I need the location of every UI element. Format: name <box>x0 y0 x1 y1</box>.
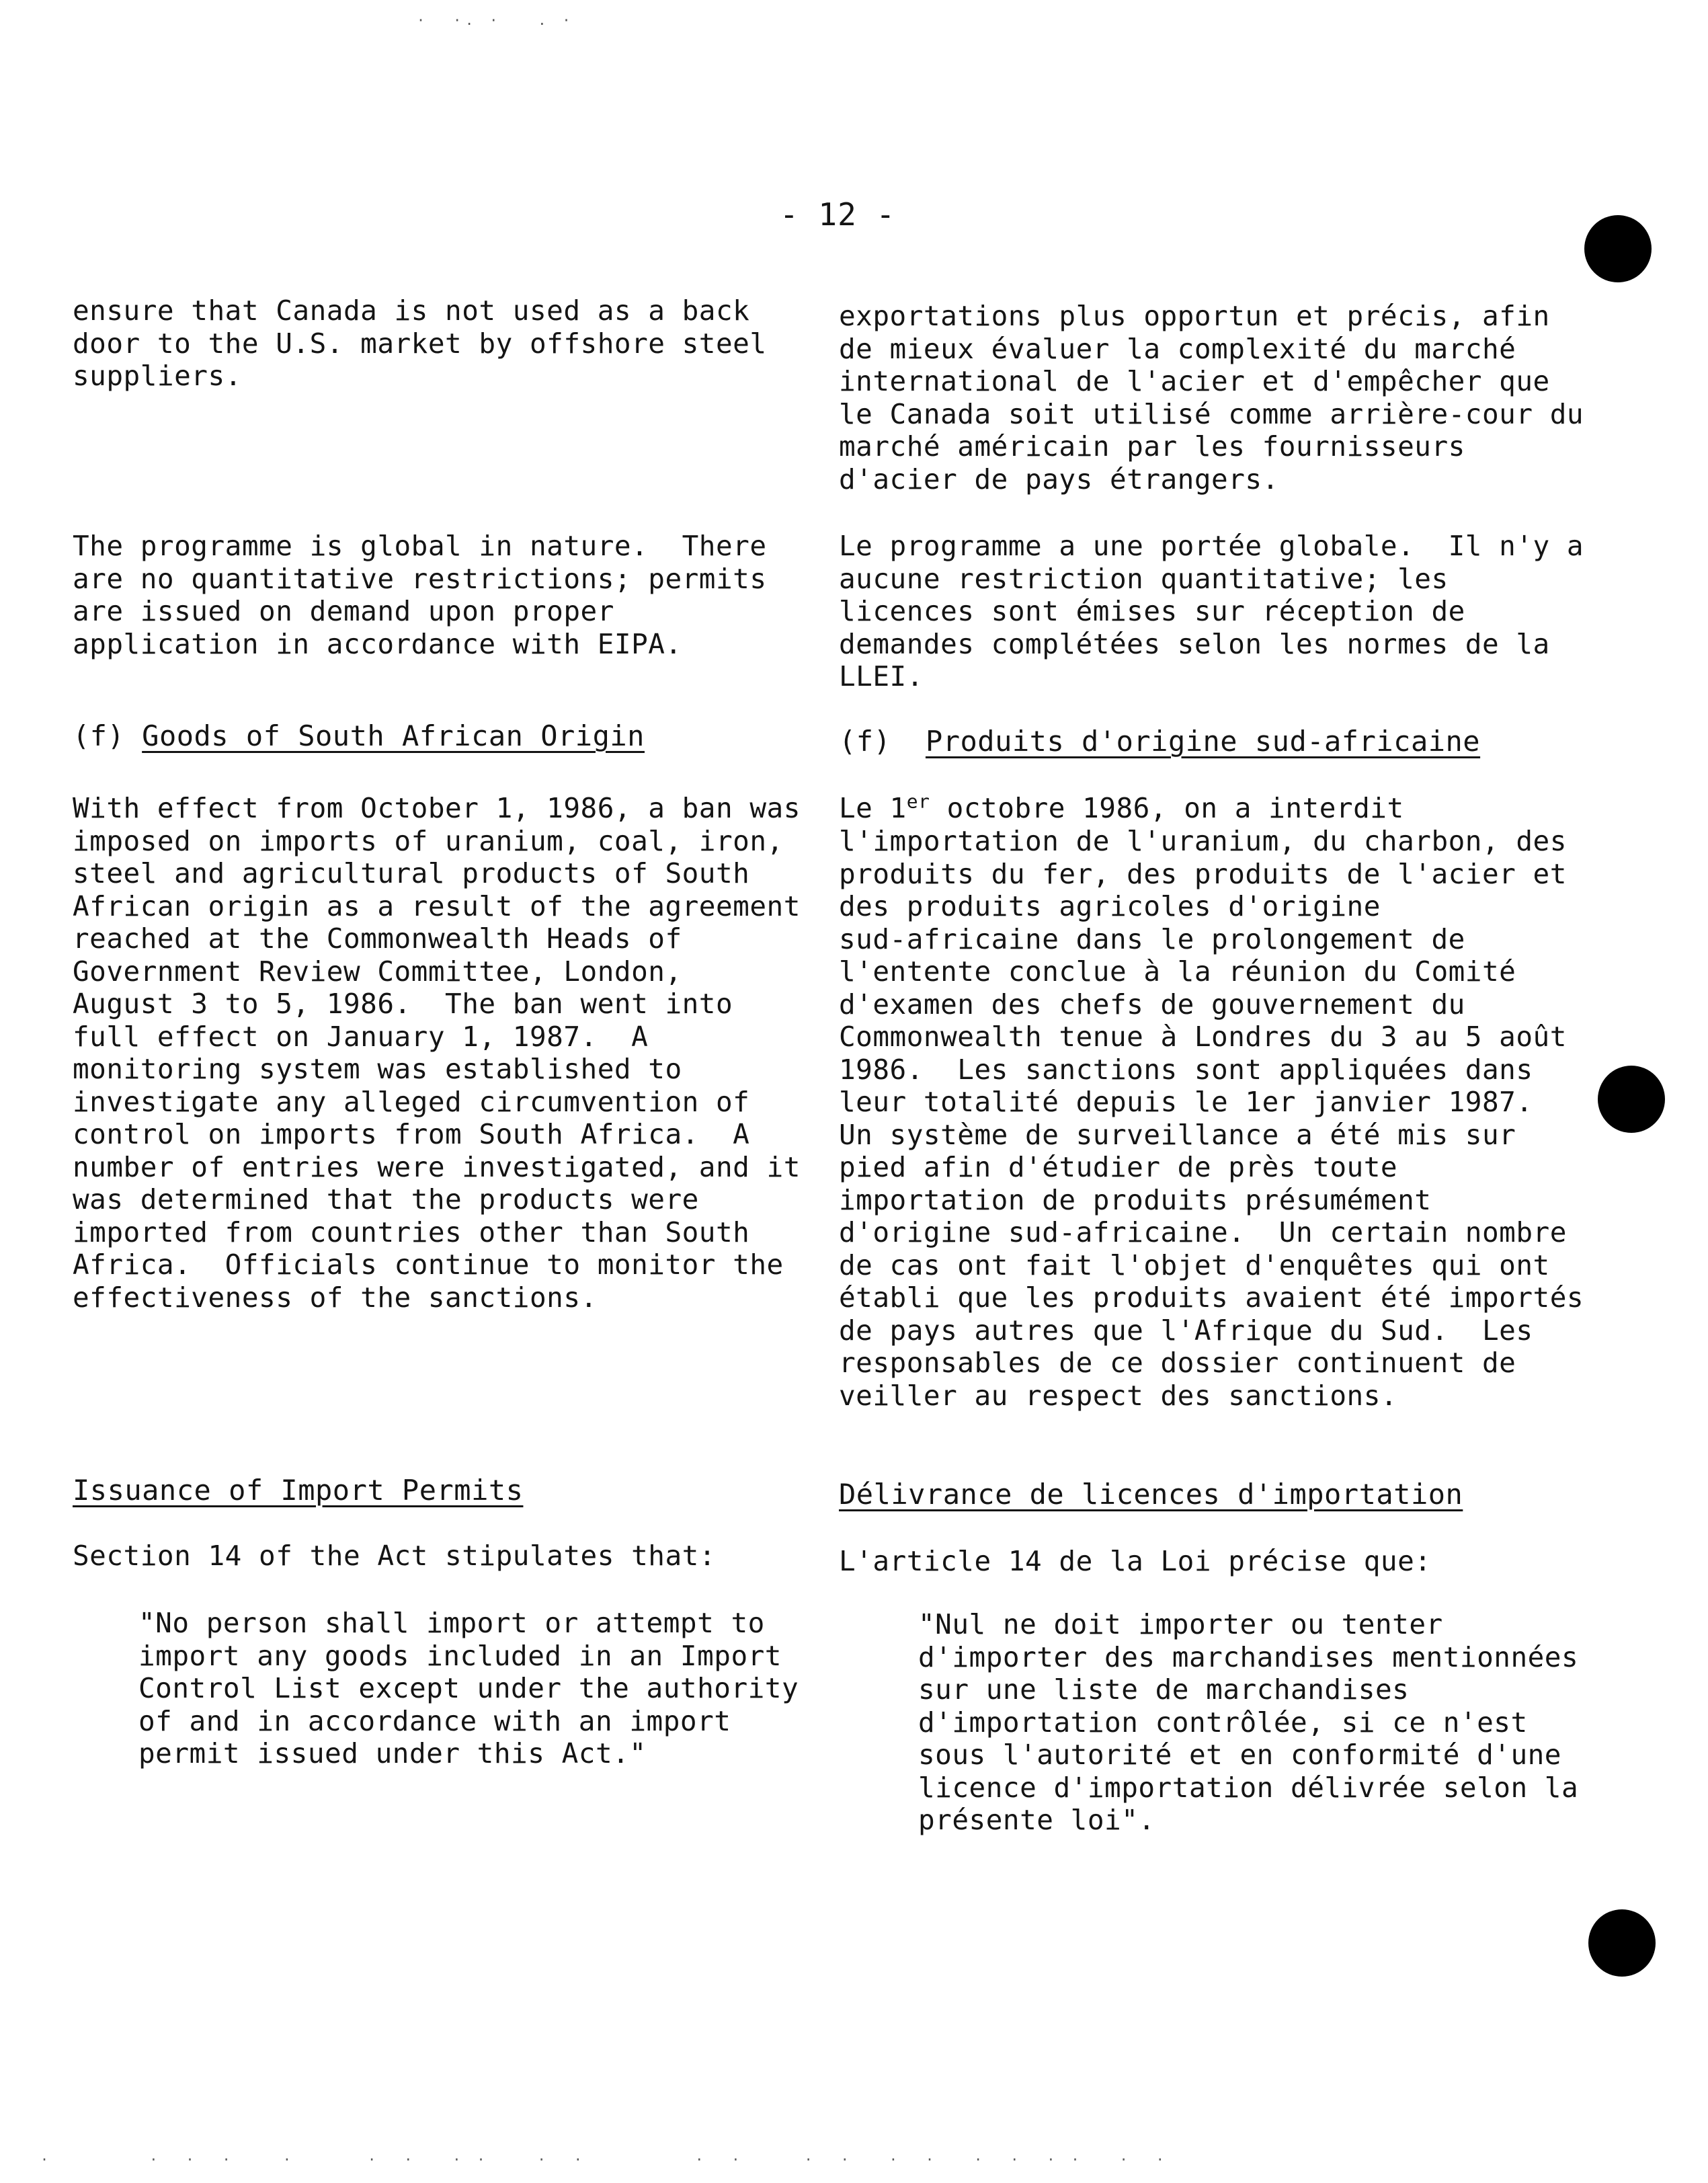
fr-heading-import-permits <box>839 1478 1463 1511</box>
en-heading-south-african-goods <box>73 719 645 753</box>
en-heading-import-permits <box>73 1474 523 1507</box>
en-heading-title: Goods of South African Origin <box>142 719 645 752</box>
en-heading-permits-title: Issuance of Import Permits <box>73 1474 524 1507</box>
fr-sa-superscript: er <box>906 790 930 813</box>
fr-paragraph-continuation: exportations plus opportun et précis, afin de mieux évaluer la complexité du marché international de l'acier et d'empêcher que le Canada soit utilisé comme arrière-cour du marché américain par les fournisseurs d'acier de pays étrangers. <box>839 300 1584 495</box>
en-paragraph-continuation: ensure that Canada is not used as a back door to the U.S. market by offshore steel suppliers. <box>73 294 767 392</box>
fr-paragraph-south-africa: l'importation de l'uranium, du charbon, des produits du fer, des produits de l'acier et des produits agricoles d'origine sud-africaine dans le prolongement de l'entente conclue à la réunion du Comité d'examen des chefs de gouvernement du Commonwealth tenue à Londres du 3 au 5 août 1986. Les sanctions sont appliquées dans leur totalité depuis le 1er janvier 1987. Un système de surveillance a été mis sur pied afin d'étudier de près toute importation de produits présumément d'origine sud-africaine. Un certain nombre de cas ont fait l'objet d'enquêtes qui ont établi que les produits avaient été importés de pays autres que l'Afrique du Sud. Les responsables de ce dossier continuent de veiller au respect des sanctions. <box>839 825 1584 1412</box>
en-paragraph-south-africa: With effect from October 1, 1986, a ban was imposed on imports of uranium, coal, iron, steel and agricultural products of South African origin as a result of the agreement reached at the Commonwealth Heads of Government Review Committee, London, August 3 to 5, 1986. The ban went into full effect on January 1, 1987. A monitoring system was established to investigate any alleged circumvention of control on imports from South Africa. A number of entries were investigated, and it was determined that the products were imported from countries other than South Africa. Officials continue to monitor the effectiveness of the sanctions. <box>73 792 801 1314</box>
fr-sa-suffix: octobre 1986, on a interdit <box>930 792 1404 824</box>
en-paragraph-section14: Section 14 of the Act stipulates that: <box>73 1540 716 1572</box>
en-paragraph-global: The programme is global in nature. There are no quantitative restrictions; permits are issued on demand upon proper application in accordance with EIPA. <box>73 530 767 660</box>
fr-quote-section14: "Nul ne doit importer ou tenter d'importer des marchandises mentionnées sur une liste de marchandises d'importation contrôlée, si ce n'est sous l'autorité et en conformité d'une licence d'importation délivrée selon la présente loi". <box>918 1608 1579 1836</box>
fr-paragraph-section14: L'article 14 de la Loi précise que: <box>839 1545 1432 1577</box>
fr-sa-prefix: Le 1 <box>839 792 907 824</box>
fr-heading-marker: (f) <box>839 725 891 758</box>
fr-paragraph-south-africa-first-line <box>839 792 1404 825</box>
scan-specks-bottom: · · · · · · · · · · · · · · · · · · · · · · · <box>40 2151 1168 2168</box>
fr-heading-permits-title: Délivrance de licences d'importation <box>839 1478 1463 1511</box>
punch-hole-top <box>1584 215 1652 282</box>
en-quote-section14: "No person shall import or attempt to import any goods included in an Import Control List except under the authority of and in accordance with an import permit issued under this Act." <box>138 1607 799 1770</box>
scan-specks-top: · ·. · . · <box>417 12 575 28</box>
fr-heading-title: Produits d'origine sud-africaine <box>925 725 1481 758</box>
fr-heading-south-african-goods <box>839 725 1480 758</box>
fr-paragraph-global: Le programme a une portée globale. Il n'y a aucune restriction quantitative; les licences sont émises sur réception de demandes complétées selon les normes de la LLEI. <box>839 530 1584 692</box>
page-number: - 12 - <box>780 196 896 233</box>
punch-hole-bottom <box>1588 1909 1656 1977</box>
en-heading-marker: (f) <box>73 719 125 752</box>
punch-hole-middle <box>1598 1066 1665 1133</box>
